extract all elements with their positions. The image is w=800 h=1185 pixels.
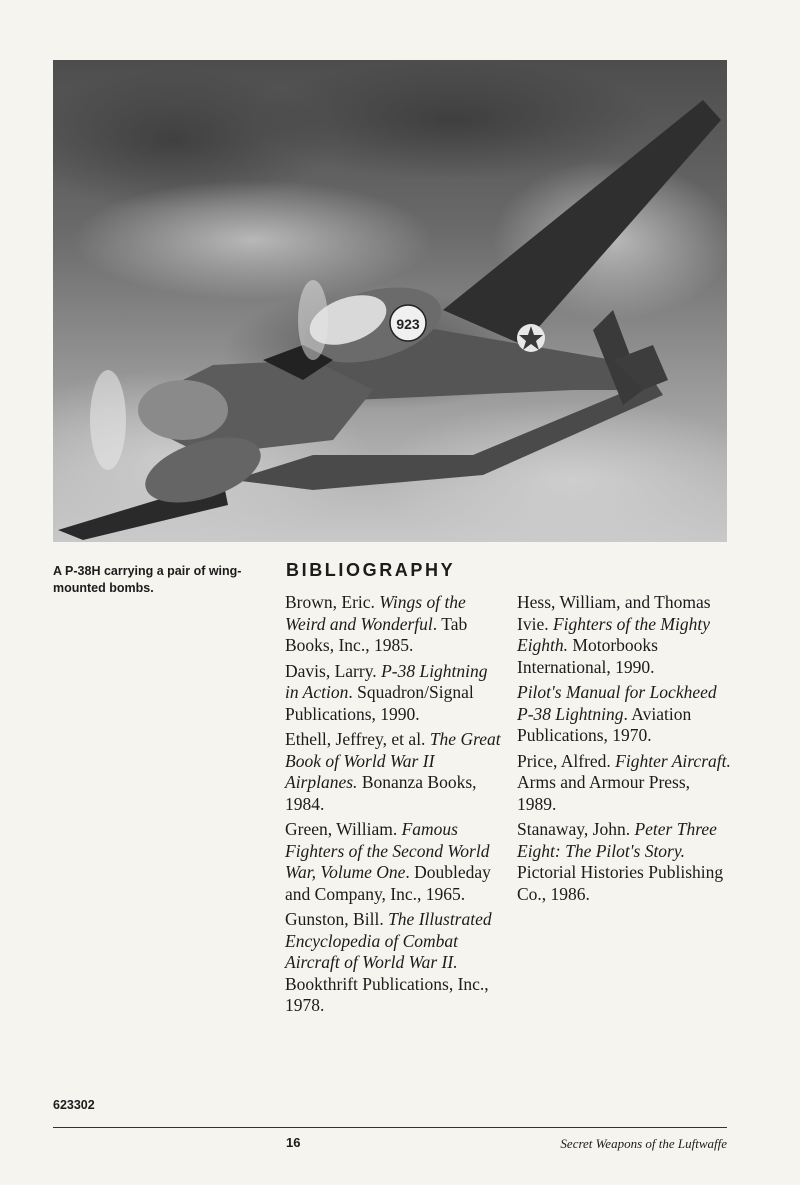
photo-caption: A P-38H carrying a pair of wing-mounted bombs. (53, 564, 242, 595)
bibliography-left-column (285, 592, 505, 1021)
bibliography-right-column (517, 592, 732, 909)
bibliography-heading: BIBLIOGRAPHY (286, 560, 456, 580)
bibliography-entry: Green, William. Famous Fighters of the Second World War, Volume One. Doubleday and Company, Inc., 1965. (285, 819, 491, 904)
footer-rule (53, 1127, 727, 1128)
aircraft-number: 923 (396, 316, 420, 332)
page-number: 16 (286, 1135, 301, 1150)
bibliography-entry: Price, Alfred. Fighter Aircraft. Arms and Armour Press, 1989. (517, 750, 731, 814)
bibliography-entry: Brown, Eric. Wings of the Weird and Wonderful. Tab Books, Inc., 1985. (285, 592, 468, 655)
p38-aircraft-image (53, 60, 727, 542)
bibliography-entry: Gunston, Bill. The Illustrated Encyclopedia of Combat Aircraft of World War II. Bookthrift Publications, Inc., 1978. (285, 909, 492, 1015)
running-title: Secret Weapons of the Luftwaffe (560, 1136, 727, 1151)
p38-photo (53, 60, 727, 542)
bibliography-entry: Ethell, Jeffrey, et al. The Great Book of World War II Airplanes. Bonanza Books, 1984. (285, 729, 501, 814)
print-code: 623302 (53, 1098, 95, 1112)
bibliography-entry: Pilot's Manual for Lockheed P-38 Lightning. Aviation Publications, 1970. (517, 682, 717, 745)
bibliography-entry: Davis, Larry. P-38 Lightning in Action. Squadron/Signal Publications, 1990. (285, 660, 488, 724)
bibliography-entry: Hess, William, and Thomas Ivie. Fighters of the Mighty Eighth. Motorbooks International, 1990. (517, 592, 711, 677)
bibliography-entry: Stanaway, John. Peter Three Eight: The Pilot's Story. Pictorial Histories Publishing Co., 1986. (517, 819, 724, 904)
